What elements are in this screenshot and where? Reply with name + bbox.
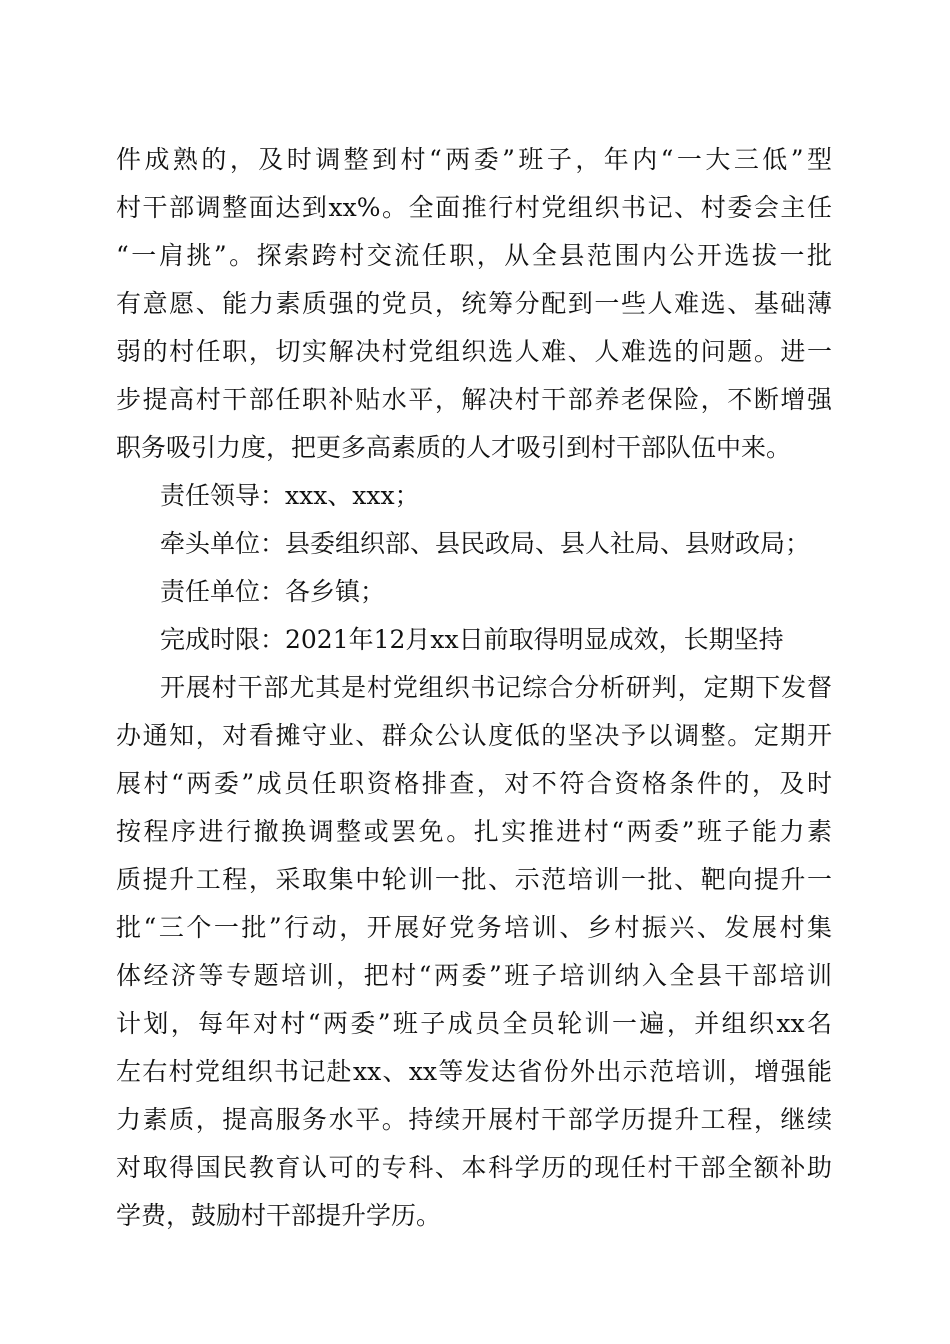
paragraph-line: 弱的村任职，切实解决村党组织选人难、人难选的问题。进一 [116,337,832,366]
paragraph-line: 体经济等专题培训，把村“两委”班子培训纳入全县干部培训 [116,961,832,990]
paragraph-line: 有意愿、能力素质强的党员，统筹分配到一些人难选、基础薄 [116,289,832,318]
paragraph-line: 职务吸引力度，把更多高素质的人才吸引到村干部队伍中来。 [116,433,792,462]
paragraph-line: 左右村党组织书记赴xx、xx等发达省份外出示范培训，增强能 [116,1057,832,1086]
paragraph-line: “一肩挑”。探索跨村交流任职，从全县范围内公开选拔一批 [116,241,832,270]
paragraph-line: 责任单位：各乡镇； [160,577,386,606]
paragraph-line: 办通知，对看摊守业、群众公认度低的坚决予以调整。定期开 [116,721,832,750]
paragraph-line: 责任领导：xxx、xxx； [160,481,420,510]
paragraph-line: 展村“两委”成员任职资格排查，对不符合资格条件的，及时 [116,769,832,798]
paragraph-line: 村干部调整面达到xx%。全面推行村党组织书记、村委会主任 [116,193,832,222]
paragraph-line: 完成时限：2021年12月xx日前取得明显成效，长期坚持 [160,625,784,654]
paragraph-line: 对取得国民教育认可的专科、本科学历的现任村干部全额补助 [116,1153,832,1182]
paragraph-line: 计划，每年对村“两委”班子成员全员轮训一遍，并组织xx名 [116,1009,832,1038]
paragraph-line: 步提高村干部任职补贴水平，解决村干部养老保险，不断增强 [116,385,832,414]
completion-deadline [116,616,832,664]
paragraph-line: 牵头单位：县委组织部、县民政局、县人社局、县财政局； [160,529,811,558]
paragraph-line: 批“三个一批”行动，开展好党务培训、乡村振兴、发展村集 [116,913,832,942]
paragraph-line: 件成熟的，及时调整到村“两委”班子，年内“一大三低”型 [116,145,832,174]
paragraph-cadre-training [116,664,832,1240]
lead-units [116,520,832,568]
paragraph-line: 按程序进行撤换调整或罢免。扎实推进村“两委”班子能力素 [116,817,832,846]
paragraph-line: 开展村干部尤其是村党组织书记综合分析研判，定期下发督 [160,673,832,702]
paragraph-line: 学费，鼓励村干部提升学历。 [116,1201,442,1230]
paragraph-village-cadre-adjustment [116,136,832,472]
paragraph-line: 力素质，提高服务水平。持续开展村干部学历提升工程，继续 [116,1105,832,1134]
paragraph-line: 质提升工程，采取集中轮训一批、示范培训一批、靶向提升一 [116,865,832,894]
responsible-units [116,568,832,616]
responsible-leaders [116,472,832,520]
document-page [116,136,832,1240]
